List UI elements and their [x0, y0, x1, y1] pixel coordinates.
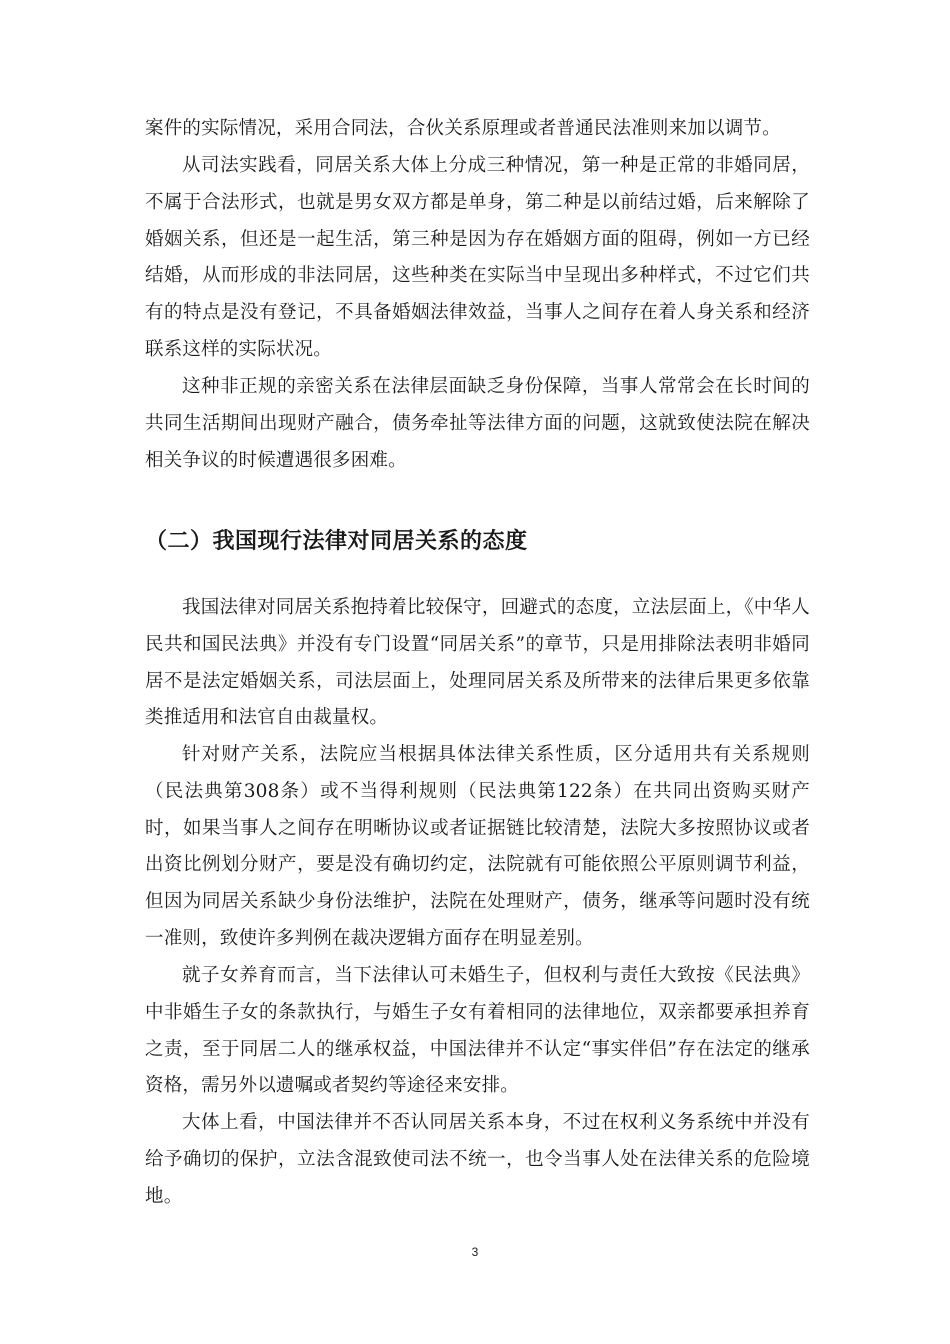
- paragraph-child-rearing: 就子女养育而言，当下法律认可未婚生子，但权利与责任大致按《民法典》中非婚生子女的条款执行，与婚生子女有着相同的法律地位，双亲都要承担养育之责，至于同居二人的继承权益，中国法律并不认定“事实伴侣”存在法定的继承资格，需另外以遗嘱或者契约等途径来安排。: [145, 965, 810, 1097]
- paragraph-informal-relationship: 这种非正规的亲密关系在法律层面缺乏身份保障，当事人常常会在长时间的共同生活期间出现财产融合，债务牵扯等法律方面的问题，这就致使法院在解决相关争议的时候遭遇很多困难。: [145, 376, 810, 471]
- page-number: 3: [471, 1245, 479, 1259]
- paragraph-legal-attitude: 我国法律对同居关系抱持着比较保守，回避式的态度，立法层面上，《中华人民共和国民法典》并没有专门设置“同居关系”的章节，只是用排除法表明非婚同居不是法定婚姻关系，司法层面上，处理同居关系及所带来的法律后果更多依靠类推适用和法官自由裁量权。: [145, 597, 810, 729]
- section-heading: （二）我国现行法律对同居关系的态度: [145, 529, 528, 554]
- paragraph-property-relations: 针对财产关系，法院应当根据具体法律关系性质，区分适用共有关系规则（民法典第308条）或不当得利规则（民法典第122条）在共同出资购买财产时，如果当事人之间存在明晰协议或者证据链比较清楚，法院大多按照协议或者出资比例划分财产，要是没有确切约定，法院就有可能依照公平原则调节利益，但因为同居关系缺少身份法维护，法院在处理财产，债务，继承等问题时没有统一准则，致使许多判例在裁决逻辑方面存在明显差别。: [145, 744, 810, 949]
- paragraph-continuation: 案件的实际情况，采用合同法，合伙关系原理或者普通民法准则来加以调节。: [145, 118, 781, 139]
- paragraph-cohabitation-types: 从司法实践看，同居关系大体上分成三种情况，第一种是正常的非婚同居，不属于合法形式，也就是男女双方都是单身，第二种是以前结过婚，后来解除了婚姻关系，但还是一起生活，第三种是因为存在婚姻方面的阻碍，例如一方已经结婚，从而形成的非法同居，这些种类在实际当中呈现出多种样式，不过它们共有的特点是没有登记，不具备婚姻法律效益，当事人之间存在着人身关系和经济联系这样的实际状况。: [145, 155, 810, 360]
- paragraph-overall-view: 大体上看，中国法律并不否认同居关系本身，不过在权利义务系统中并没有给予确切的保护，立法含混致使司法不统一，也令当事人处在法律关系的危险境地。: [145, 1112, 810, 1207]
